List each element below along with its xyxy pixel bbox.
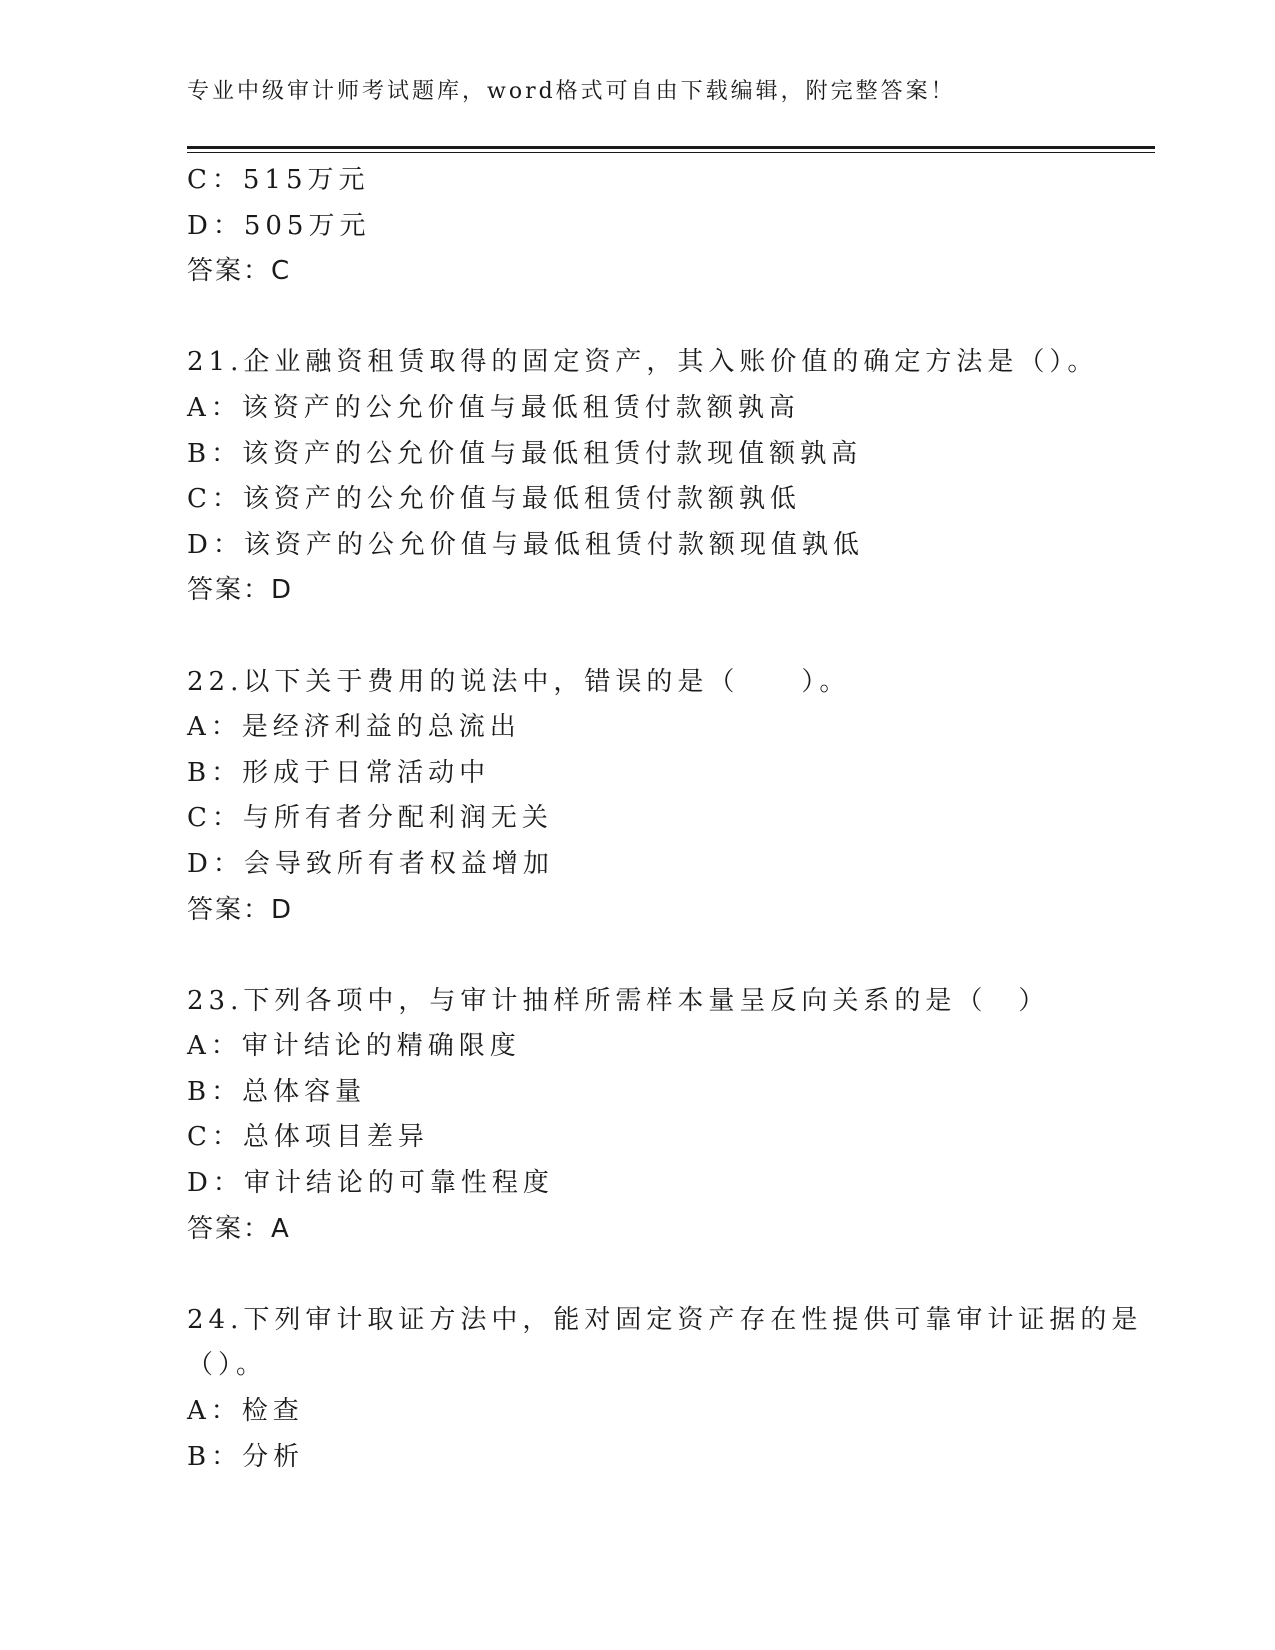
option-d: D：该资产的公允价值与最低租赁付款额现值孰低 bbox=[187, 529, 864, 560]
option-c: C：与所有者分配利润无关 bbox=[187, 803, 553, 834]
option-a: A：审计结论的精确限度 bbox=[187, 1031, 521, 1062]
answer-line: 答案：A bbox=[187, 1213, 291, 1244]
spacer bbox=[187, 933, 1155, 979]
document-body bbox=[187, 158, 1155, 1480]
option-d: D：审计结论的可靠性程度 bbox=[187, 1168, 554, 1199]
answer-line: 答案：D bbox=[187, 894, 294, 925]
option-b: B：该资产的公允价值与最低租赁付款现值额孰高 bbox=[187, 438, 863, 469]
prev-question bbox=[187, 158, 1155, 295]
option-b: B：形成于日常活动中 bbox=[187, 757, 491, 788]
option-d: D：会导致所有者权益增加 bbox=[187, 848, 554, 879]
option-a: A：是经济利益的总流出 bbox=[187, 712, 521, 743]
option-a: A：该资产的公允价值与最低租赁付款额孰高 bbox=[187, 392, 800, 423]
option-c: C：总体项目差异 bbox=[187, 1122, 429, 1153]
spacer bbox=[187, 1252, 1155, 1298]
option-a: A：检查 bbox=[187, 1396, 304, 1427]
option-c: C：该资产的公允价值与最低租赁付款额孰低 bbox=[187, 484, 801, 515]
header-rule-thin bbox=[187, 152, 1155, 153]
question-stem: 21.企业融资租赁取得的固定资产，其入账价值的确定方法是（）。 bbox=[187, 347, 1099, 378]
header-rule-thick bbox=[187, 146, 1155, 149]
question-23 bbox=[187, 979, 1155, 1253]
spacer bbox=[187, 295, 1155, 341]
option-c: C：515万元 bbox=[187, 165, 370, 195]
question-stem: 24.下列审计取证方法中，能对固定资产存在性提供可靠审计证据的是 bbox=[187, 1304, 1143, 1335]
question-stem: 22.以下关于费用的说法中，错误的是（ ）。 bbox=[187, 666, 851, 697]
question-stem: 23.下列各项中，与审计抽样所需样本量呈反向关系的是（ ） bbox=[187, 985, 1050, 1016]
question-24 bbox=[187, 1298, 1155, 1480]
question-stem-continued: （）。 bbox=[187, 1350, 268, 1381]
option-b: B：分析 bbox=[187, 1441, 305, 1472]
question-21 bbox=[187, 340, 1155, 614]
option-d: D：505万元 bbox=[187, 210, 371, 241]
option-b: B：总体容量 bbox=[187, 1076, 367, 1107]
answer-line: 答案：C bbox=[187, 256, 292, 287]
page-header: 专业中级审计师考试题库，word格式可自由下载编辑，附完整答案！ bbox=[187, 79, 956, 104]
spacer bbox=[187, 614, 1155, 660]
answer-line: 答案：D bbox=[187, 575, 294, 606]
question-22 bbox=[187, 660, 1155, 934]
